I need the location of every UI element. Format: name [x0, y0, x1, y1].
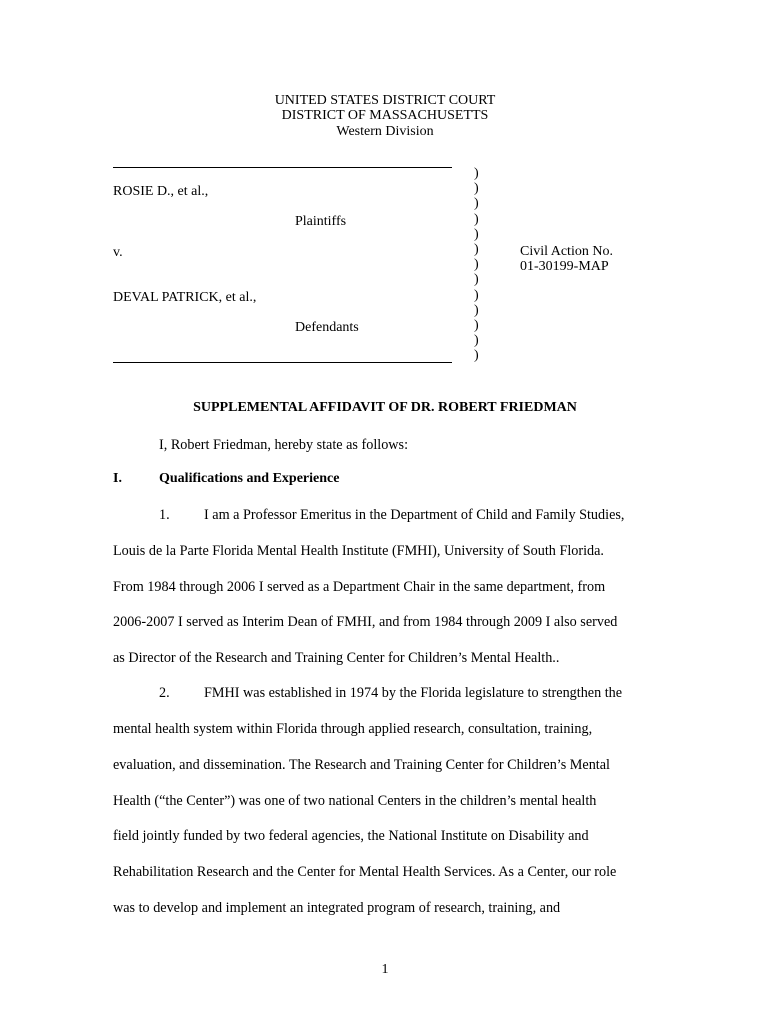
paragraph-line: was to develop and implement an integrated program of research, training, and — [113, 900, 561, 916]
caption-paren: ) — [474, 181, 479, 197]
page-number: 1 — [381, 962, 389, 977]
caption-parenthesis-column — [474, 166, 486, 364]
paragraph-number: 2. — [159, 685, 170, 701]
court-division: Western Division — [336, 124, 434, 139]
paragraph-line: Health (“the Center”) was one of two national Centers in the children’s mental health — [113, 793, 597, 809]
document-title: SUPPLEMENTAL AFFIDAVIT OF DR. ROBERT FRIEDMAN — [193, 400, 577, 415]
civil-action-number: 01-30199-MAP — [520, 259, 609, 274]
caption-paren: ) — [474, 242, 479, 258]
caption-paren: ) — [474, 272, 479, 288]
paragraph-line: From 1984 through 2006 I served as a Department Chair in the same department, from — [113, 579, 606, 595]
court-name: UNITED STATES DISTRICT COURT — [274, 93, 496, 108]
caption-paren: ) — [474, 287, 479, 303]
caption-top-rule — [113, 167, 452, 168]
plaintiffs-label: Plaintiffs — [295, 214, 347, 229]
paragraph-number: 1. — [159, 507, 170, 523]
paragraph-line: Louis de la Parte Florida Mental Health Institute (FMHI), University of South Florida. — [113, 543, 604, 559]
caption-bottom-rule — [113, 362, 452, 363]
paragraph-line: evaluation, and dissemination. The Research and Training Center for Children’s Mental — [113, 757, 610, 773]
section-heading: Qualifications and Experience — [159, 471, 340, 486]
versus-label: v. — [113, 245, 123, 260]
defendant-name: DEVAL PATRICK, et al., — [113, 290, 257, 305]
caption-paren: ) — [474, 196, 479, 212]
caption-paren: ) — [474, 318, 479, 334]
intro-statement: I, Robert Friedman, hereby state as follows: — [159, 437, 409, 453]
defendants-label: Defendants — [295, 320, 359, 335]
paragraph-line: 2006-2007 I served as Interim Dean of FMHI, and from 1984 through 2009 I also served — [113, 614, 618, 630]
paragraph-line: Rehabilitation Research and the Center for Mental Health Services. As a Center, our role — [113, 864, 617, 880]
caption-paren: ) — [474, 166, 479, 181]
caption-paren: ) — [474, 302, 479, 318]
court-district: DISTRICT OF MASSACHUSETTS — [281, 108, 489, 123]
civil-action-label: Civil Action No. — [520, 244, 613, 259]
caption-paren: ) — [474, 211, 479, 227]
caption-paren: ) — [474, 333, 479, 349]
caption-paren: ) — [474, 348, 479, 364]
paragraph-line: field jointly funded by two federal agencies, the National Institute on Disability and — [113, 828, 589, 844]
paragraph-line: I am a Professor Emeritus in the Department of Child and Family Studies, — [204, 507, 625, 523]
caption-paren: ) — [474, 257, 479, 273]
caption-paren: ) — [474, 226, 479, 242]
section-number: I. — [113, 471, 122, 486]
plaintiff-name: ROSIE D., et al., — [113, 184, 209, 199]
paragraph-line: as Director of the Research and Training Center for Children’s Mental Health.. — [113, 650, 560, 666]
paragraph-line: FMHI was established in 1974 by the Florida legislature to strengthen the — [204, 685, 623, 701]
paragraph-line: mental health system within Florida through applied research, consultation, training, — [113, 721, 593, 737]
